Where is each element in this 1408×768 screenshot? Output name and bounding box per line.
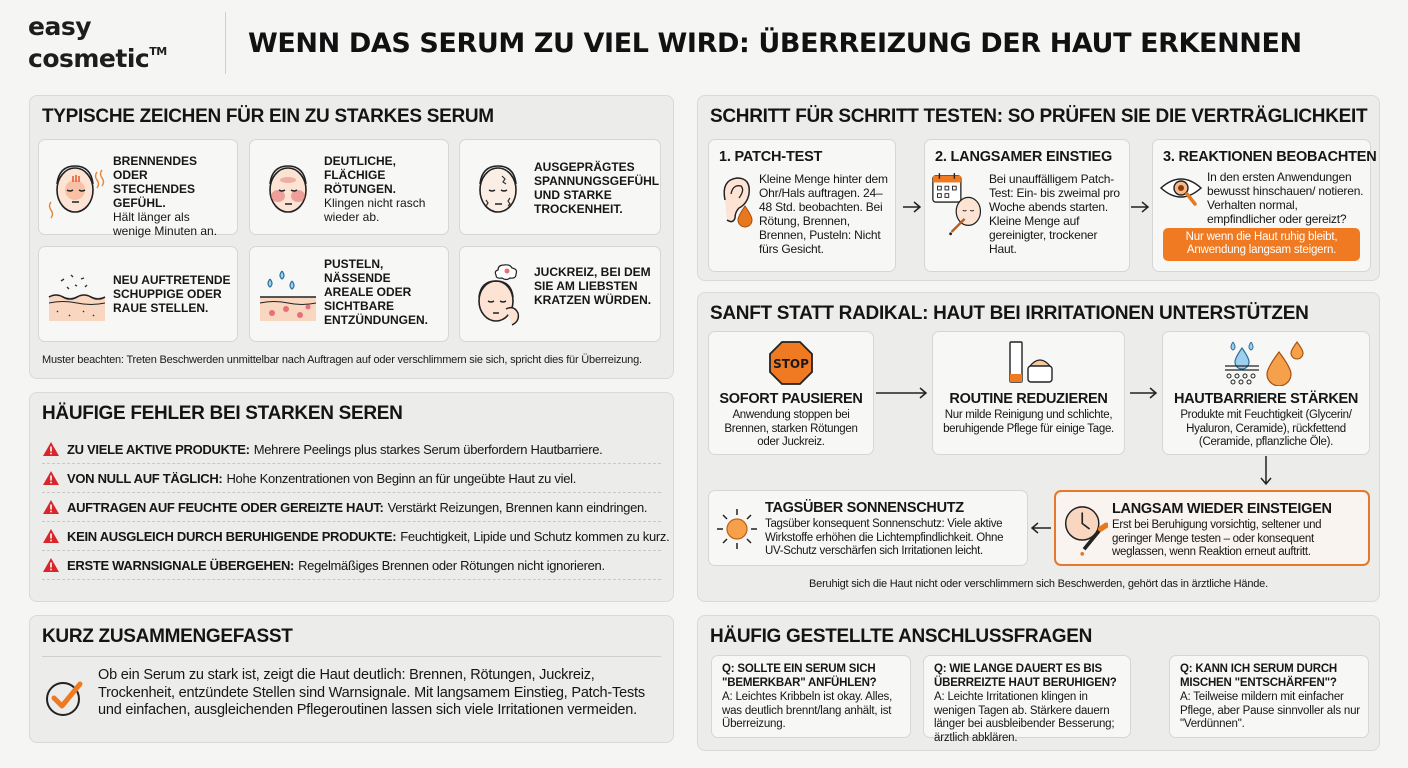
faq-panel	[697, 615, 1380, 751]
eye-magnifier-icon	[1159, 174, 1203, 210]
sign-card-flaky: NEU AUFTRETENDE SCHUPPIGE ODER RAUE STELLEN.	[38, 246, 238, 342]
step-patch-test: 1. PATCH-TEST Kleine Menge hinter dem Ohr/Hals auftragen. 24–48 Std. beobachten. Bei Rötung, Brennen, Brennen, Pusteln: Nicht fürs Gesicht.	[708, 139, 896, 272]
observe-callout: Nur wenn die Haut ruhig bleibt, Anwendung langsam steigern.	[1163, 228, 1360, 261]
flow-pause: STOP SOFORT PAUSIEREN Anwendung stoppen bei Brennen, starken Rötungen oder Juckreiz.	[708, 331, 874, 455]
step-text: In den ersten Anwendungen bewusst hinschauen/ notieren. Verhalten normal, empfindlicher oder gereizt?	[1207, 170, 1364, 226]
cracked-face-icon	[466, 152, 530, 222]
sign-card-itching: JUCKREIZ, BEI DEM SIE AM LIEBSTEN KRATZEN WÜRDEN.	[459, 246, 661, 342]
error-item: ZU VIELE AKTIVE PRODUKTE: Mehrere Peelings plus starkes Serum überfordern Hautbarriere.	[42, 435, 661, 464]
step-text: Kleine Menge hinter dem Ohr/Hals auftragen. 24–48 Std. beobachten. Bei Rötung, Brennen, Brennen, Pusteln: Nicht fürs Gesicht.	[759, 172, 888, 256]
flow-barrier: HAUTBARRIERE STÄRKEN Produkte mit Feuchtigkeit (Glycerin/ Hyaluron, Ceramide), rückfettend (Ceramide, pflanzliche Öle).	[1162, 331, 1370, 455]
clock-dropper-icon	[1062, 500, 1108, 558]
errors-panel	[29, 392, 674, 602]
arrow-right-icon	[1130, 386, 1158, 400]
warning-icon	[42, 557, 60, 573]
error-item: ERSTE WARNSIGNALE ÜBERGEHEN: Regelmäßiges Brennen oder Rötungen nicht ignorieren.	[42, 551, 661, 580]
calendar-face-icon	[931, 170, 987, 236]
warning-icon	[42, 441, 60, 457]
ear-drop-icon	[715, 172, 755, 228]
step-slow-start: 2. LANGSAMER EINSTIEG Bei unauffälligem Patch-Test: Ein- bis zweimal pro Woche abends starten. Kleine Menge auf gereinigter, trockener Haut.	[924, 139, 1130, 272]
burning-face-icon	[45, 152, 109, 222]
inflamed-skin-icon	[256, 259, 320, 329]
warning-icon	[42, 499, 60, 515]
test-title: SCHRITT FÜR SCHRITT TESTEN: SO PRÜFEN SIE DIE VERTRÄGLICHKEIT	[710, 106, 1368, 127]
summary-divider	[42, 656, 661, 657]
checkmark-icon	[44, 676, 86, 718]
stop-sign-icon	[768, 340, 814, 386]
flow-restart: LANGSAM WIEDER EINSTEIGEN Erst bei Beruhigung vorsichtig, seltener und geringer Menge testen – oder konsequent weglassen, wenn Reaktion erneut auftritt.	[1054, 490, 1370, 566]
sign-card-burning: BRENNENDES ODER STECHENDES GEFÜHL. Hält länger als wenige Minuten an.	[38, 139, 238, 235]
error-item: AUFTRAGEN AUF FEUCHTE ODER GEREIZTE HAUT: Verstärkt Reizungen, Brennen kann eindringen.	[42, 493, 661, 522]
test-panel	[697, 95, 1380, 281]
arrow-down-icon	[1259, 456, 1273, 486]
flaky-skin-icon	[45, 259, 109, 329]
signs-note: Muster beachten: Treten Beschwerden unmittelbar nach Auftragen auf oder verschlimmern sie sich, spricht dies für Überreizung.	[42, 354, 642, 366]
support-note: Beruhigt sich die Haut nicht oder verschlimmern sich Beschwerden, gehört das in ärztliche Hände.	[809, 578, 1268, 590]
support-title: SANFT STATT RADIKAL: HAUT BEI IRRITATIONEN UNTERSTÜTZEN	[710, 303, 1309, 324]
faq-title: HÄUFIG GESTELLTE ANSCHLUSSFRAGEN	[710, 626, 1093, 647]
svg-text:STOP: STOP	[773, 357, 809, 371]
error-item: VON NULL AUF TÄGLICH: Hohe Konzentrationen von Beginn an für ungeübte Haut zu viel.	[42, 464, 661, 493]
brand-logo: easy cosmetic™	[28, 12, 167, 73]
header-divider	[225, 12, 226, 74]
step-text: Bei unauffälligem Patch-Test: Ein- bis zweimal pro Woche abends starten. Kleine Menge auf gereinigter, trockener Haut.	[989, 172, 1120, 256]
sign-card-redness: DEUTLICHE, FLÄCHIGE RÖTUNGEN. Klingen nicht rasch wieder ab.	[249, 139, 449, 235]
red-cheeks-face-icon	[256, 152, 320, 222]
arrow-right-icon	[876, 386, 928, 400]
errors-title: HÄUFIGE FEHLER BEI STARKEN SEREN	[42, 403, 403, 424]
sun-icon	[715, 507, 759, 551]
step-observe: 3. REAKTIONEN BEOBACHTEN In den ersten Anwendungen bewusst hinschauen/ notieren. Verhalten normal, empfindlicher oder gereizt? Nur wenn die Haut ruhig bleibt, Anwendung langsam steigern.	[1152, 139, 1371, 272]
moisture-drops-icon	[1221, 340, 1311, 386]
page-title: WENN DAS SERUM ZU VIEL WIRD: ÜBERREIZUNG DER HAUT ERKENNEN	[248, 28, 1302, 59]
summary-panel	[29, 615, 674, 743]
flow-sunscreen: TAGSÜBER SONNENSCHUTZ Tagsüber konsequent Sonnenschutz: Viele aktive Wirkstoffe erhöhen die Lichtempfindlichkeit. Ohne UV-Schutz verschärfen sich Irritationen leicht.	[708, 490, 1028, 566]
error-item: KEIN AUSGLEICH DURCH BERUHIGENDE PRODUKTE: Feuchtigkeit, Lipide und Schutz kommen zu kurz.	[42, 522, 661, 551]
faq-item: Q: SOLLTE EIN SERUM SICH "BEMERKBAR" ANFÜHLEN? A: Leichtes Kribbeln ist okay. Alles, was deutlich brennt/lang anhält, ist Überreizung.	[711, 655, 911, 738]
signs-title: TYPISCHE ZEICHEN FÜR EIN ZU STARKES SERUM	[42, 106, 494, 127]
flow-reduce: ROUTINE REDUZIEREN Nur milde Reinigung und schlichte, beruhigende Pflege für einige Tage.	[932, 331, 1125, 455]
cream-products-icon	[1004, 340, 1054, 386]
signs-panel	[29, 95, 674, 379]
warning-icon	[42, 528, 60, 544]
sign-card-inflamed: PUSTELN, NÄSSENDE AREALE ODER SICHTBARE ENTZÜNDUNGEN.	[249, 246, 449, 342]
arrow-right-icon	[902, 200, 922, 214]
summary-text: Ob ein Serum zu stark ist, zeigt die Haut deutlich: Brennen, Rötungen, Juckreiz, Trockenheit, entzündete Stellen sind Warnsignale. Mit langsamem Einstieg, Patch-Tests und einfachen, ausgleichenden Pflegeroutinen lassen sich viele Irritationen vermeiden.	[98, 667, 645, 718]
summary-title: KURZ ZUSAMMENGEFASST	[42, 626, 293, 647]
sign-card-dryness: AUSGEPRÄGTES SPANNUNGSGEFÜHL UND STARKE TROCKENHEIT.	[459, 139, 661, 235]
arrow-right-icon	[1130, 200, 1150, 214]
header	[0, 0, 1408, 88]
arrow-left-icon	[1030, 521, 1052, 535]
faq-item: Q: KANN ICH SERUM DURCH MISCHEN "ENTSCHÄRFEN"? A: Teilweise mildern mit einfacher Pflege, aber Pause sinnvoller als nur "Verdünnen".	[1169, 655, 1369, 738]
support-panel	[697, 292, 1380, 602]
faq-item: Q: WIE LANGE DAUERT ES BIS ÜBERREIZTE HAUT BERUHIGEN? A: Leichte Irritationen klingen in wenigen Tagen ab. Stärkere dauern länger bei ausbleibender Besserung; ärztlich abklären.	[923, 655, 1131, 738]
warning-icon	[42, 470, 60, 486]
itching-face-icon	[466, 259, 530, 329]
